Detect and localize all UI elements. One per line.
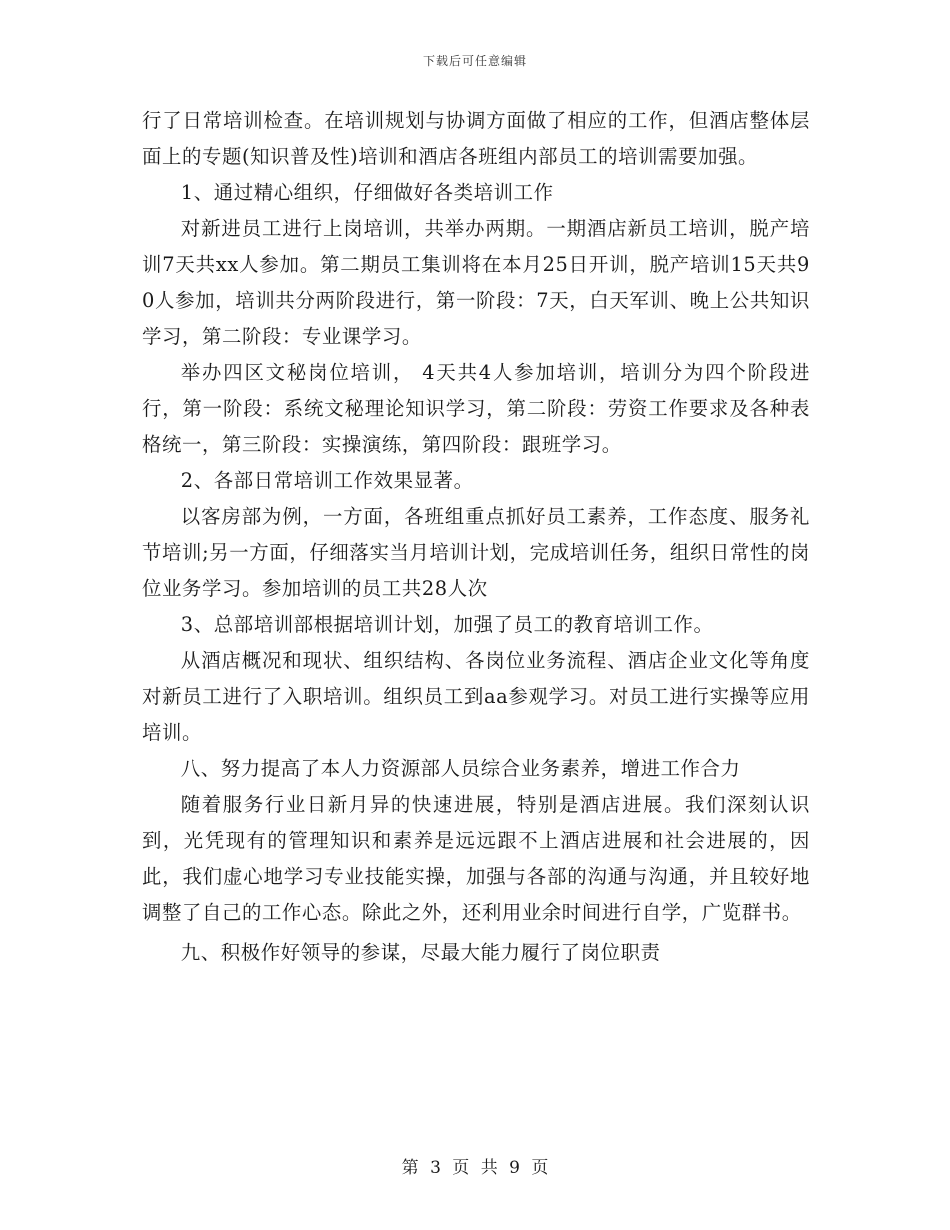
document-body (142, 103, 810, 971)
paragraph-continuation: 行了日常培训检查。在培训规划与协调方面做了相应的工作，但酒店整体层面上的专题(知识普及性)培训和酒店各班组内部员工的培训需要加强。 (142, 109, 810, 168)
heading-section-eight: 八、努力提高了本人力资源部人员综合业务素养，增进工作合力 (180, 757, 741, 780)
paragraph-housekeeping-example: 以客房部为例，一方面，各班组重点抓好员工素养，工作态度、服务礼节培训;另一方面，仔细落实当月培训计划，完成培训任务，组织日常性的岗位业务学习。参加培训的员工共28人次 (142, 505, 810, 600)
page-header: 下载后可任意编辑 (422, 54, 527, 68)
paragraph-self-improvement: 随着服务行业日新月异的快速进展，特别是酒店进展。我们深刻认识到，光凭现有的管理知识和素养是远远跟不上酒店进展和社会进展的，因此，我们虚心地学习专业技能实操，加强与各部的沟通与沟通，并且较好地调整了自己的工作心态。除此之外，还利用业余时间进行自学，广览群书。 (142, 793, 810, 924)
heading-daily-training: 2、各部日常培训工作效果显著。 (180, 469, 474, 492)
heading-section-nine: 九、积极作好领导的参谋，尽最大能力履行了岗位职责 (180, 941, 661, 964)
paragraph-new-staff-training: 对新进员工进行上岗培训，共举办两期。一期酒店新员工培训，脱产培训7天共xx人参加。第二期员工集训将在本月25日开训，脱产培训15天共90人参加，培训共分两阶段进行，第一阶段：7天，白天军训、晚上公共知识学习，第二阶段：专业课学习。 (142, 217, 810, 348)
heading-hq-training: 3、总部培训部根据培训计划，加强了员工的教育培训工作。 (180, 613, 714, 636)
heading-training-organization: 1、通过精心组织，仔细做好各类培训工作 (180, 181, 554, 204)
paragraph-secretary-training: 举办四区文秘岗位培训， 4天共4人参加培训，培训分为四个阶段进行，第一阶段：系统文秘理论知识学习，第二阶段：劳资工作要求及各种表格统一，第三阶段：实操演练，第四阶段：跟班学习。 (142, 361, 810, 456)
paragraph-onboarding: 从酒店概况和现状、组织结构、各岗位业务流程、酒店企业文化等角度对新员工进行了入职培训。组织员工到aa参观学习。对员工进行实操等应用培训。 (142, 649, 810, 744)
page-number-footer: 第 3 页 共 9 页 (401, 1158, 549, 1178)
